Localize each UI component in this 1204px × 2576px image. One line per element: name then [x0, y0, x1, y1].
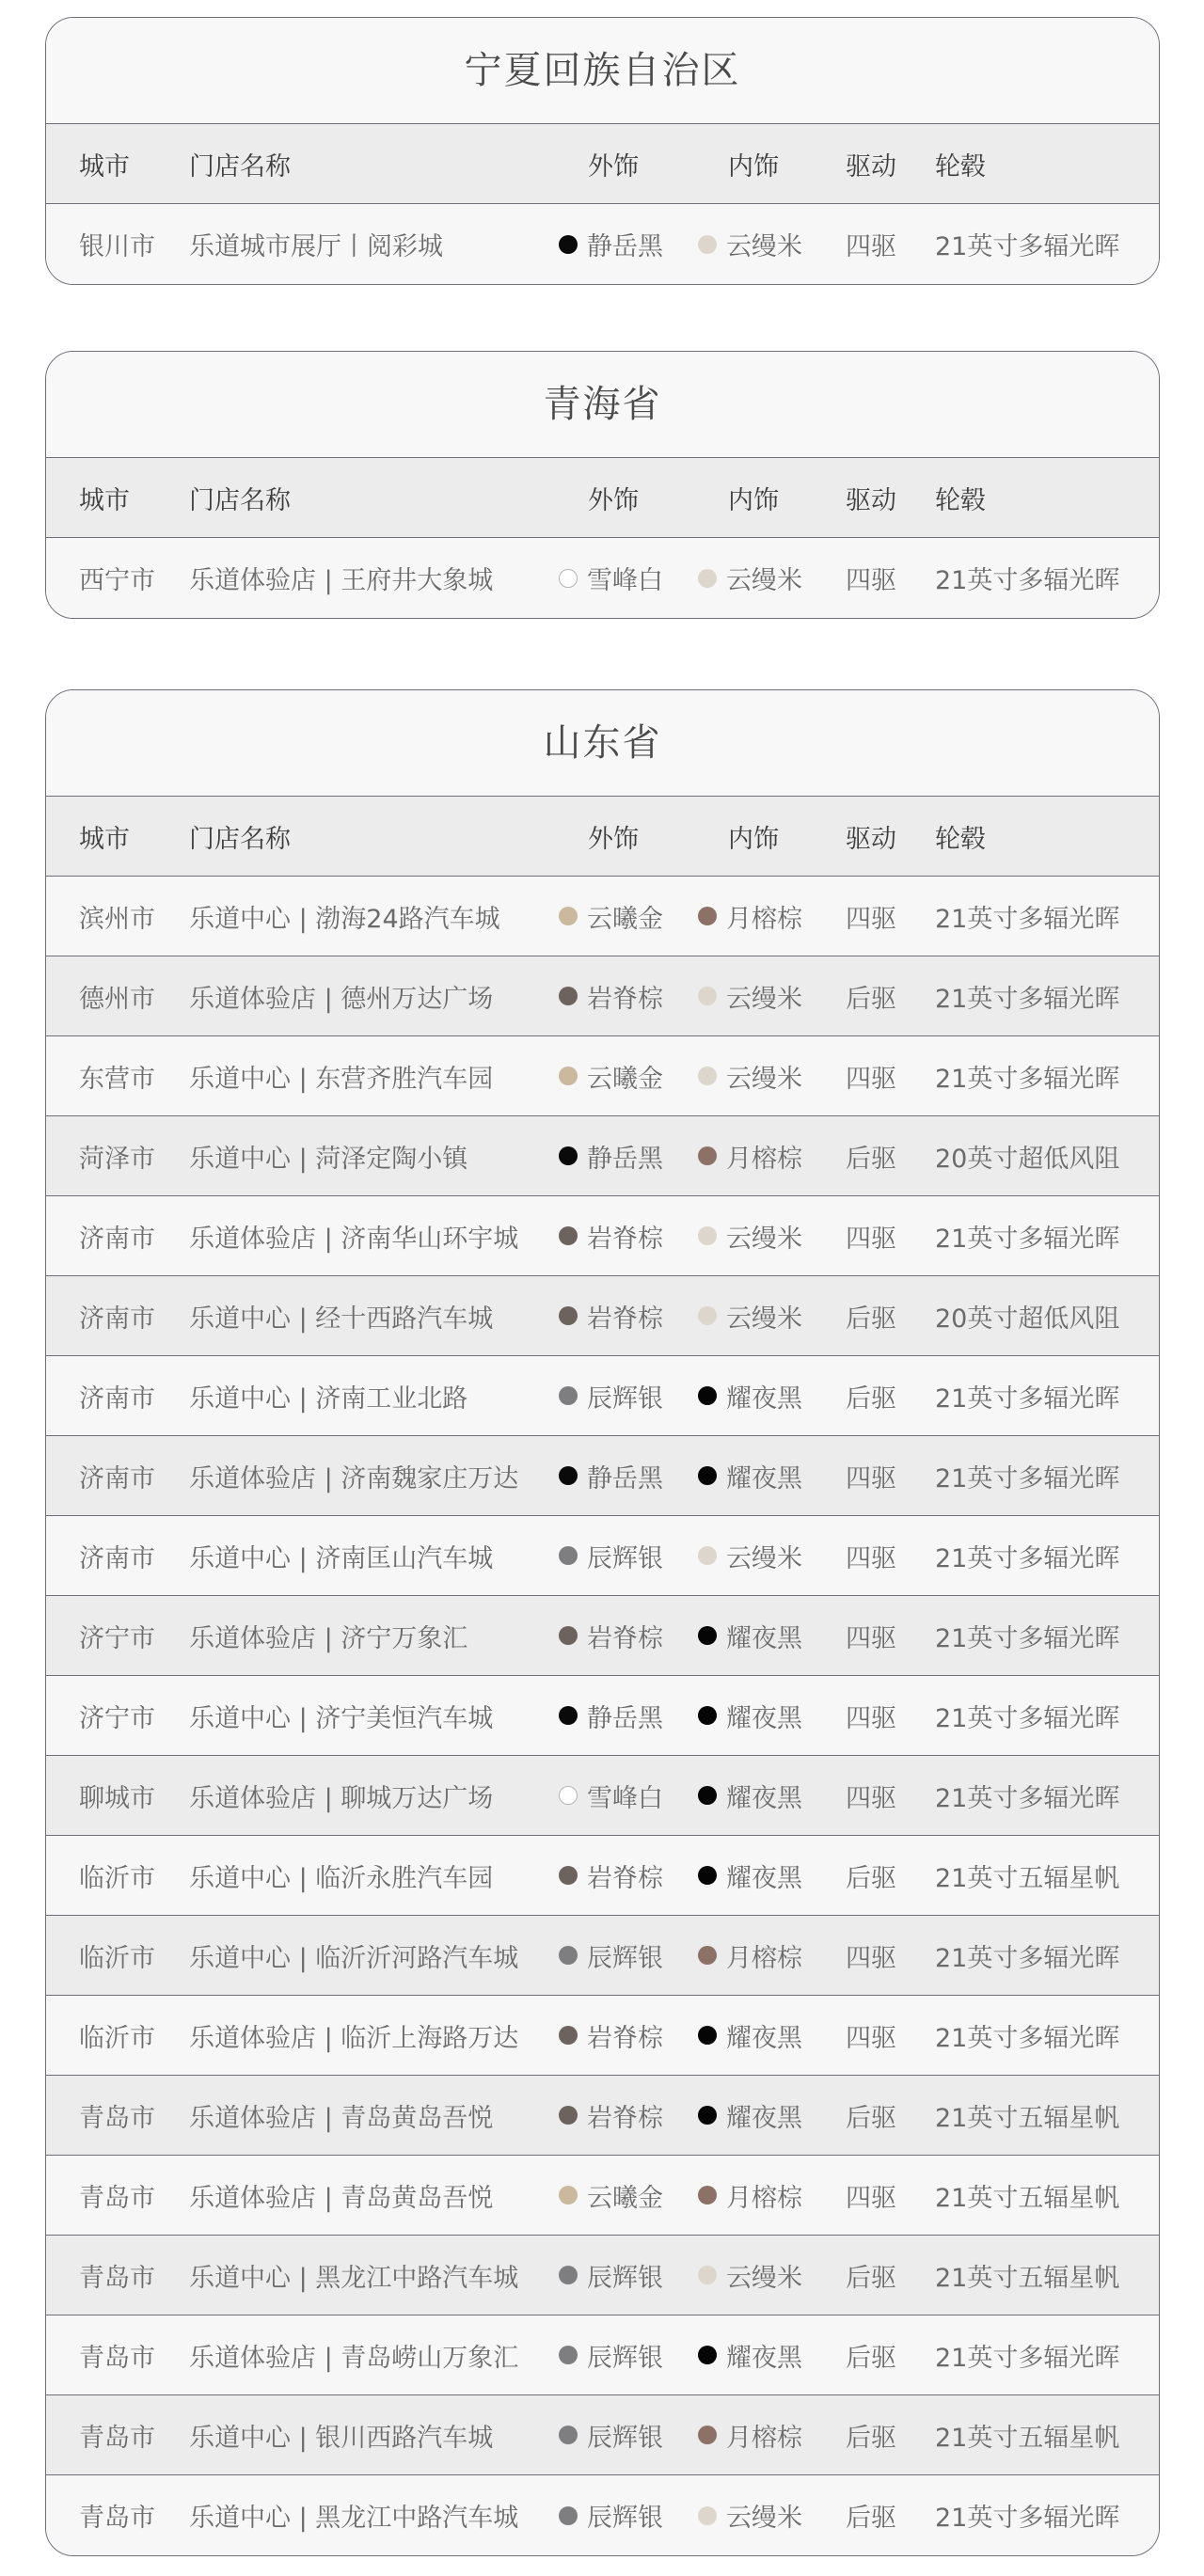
- row-city: 青岛市: [79, 2423, 155, 2453]
- color-swatch-icon: [698, 1226, 717, 1245]
- row-city: 济宁市: [79, 1703, 155, 1733]
- color-swatch-icon: [698, 987, 717, 1005]
- color-swatch-icon: [698, 1306, 717, 1325]
- row-wheel: 21英寸多辐光晖: [935, 1943, 1120, 1973]
- table-row[interactable]: [46, 1356, 1159, 1436]
- row-drive: 四驱: [846, 1543, 896, 1573]
- color-swatch-icon: [698, 1466, 717, 1485]
- row-store-name: 乐道中心 | 黑龙江中路汽车城: [189, 2263, 519, 2293]
- row-drive: 后驱: [846, 1144, 896, 1174]
- row-drive: 后驱: [846, 2504, 896, 2533]
- row-drive: 四驱: [846, 1783, 896, 1813]
- row-store-name: 乐道城市展厅丨阅彩城: [189, 232, 443, 261]
- interior-color: [698, 1676, 802, 1755]
- exterior-color: [559, 538, 663, 618]
- interior-color-label: 耀夜黑: [726, 1783, 802, 1813]
- row-drive: 四驱: [846, 232, 896, 261]
- row-wheel: 21英寸五辐星帆: [935, 2103, 1120, 2133]
- color-swatch-icon: [698, 2426, 717, 2444]
- row-city: 济南市: [79, 1463, 155, 1493]
- row-city: 菏泽市: [79, 1144, 155, 1174]
- interior-color-label: 云缦米: [726, 1064, 802, 1094]
- row-wheel: 21英寸多辐光晖: [935, 2504, 1120, 2533]
- row-city: 银川市: [79, 232, 155, 261]
- color-swatch-icon: [559, 1546, 578, 1565]
- row-wheel: 21英寸多辐光晖: [935, 984, 1120, 1014]
- interior-color: [698, 2475, 802, 2555]
- table-header: [46, 124, 1159, 204]
- color-swatch-icon: [559, 1786, 578, 1805]
- row-city: 西宁市: [79, 566, 155, 595]
- table-row[interactable]: [46, 956, 1159, 1036]
- interior-color-label: 云缦米: [726, 1304, 802, 1334]
- row-wheel: 21英寸多辐光晖: [935, 1463, 1120, 1493]
- color-swatch-icon: [559, 1946, 578, 1965]
- row-wheel: 21英寸五辐星帆: [935, 1863, 1120, 1893]
- table-row[interactable]: [46, 204, 1159, 284]
- exterior-color: [559, 1276, 663, 1355]
- interior-color: [698, 204, 802, 284]
- table-row[interactable]: [46, 2315, 1159, 2395]
- interior-color-label: 耀夜黑: [726, 1463, 802, 1493]
- color-swatch-icon: [698, 2026, 717, 2045]
- color-swatch-icon: [559, 907, 578, 925]
- table-row[interactable]: [46, 1996, 1159, 2076]
- row-wheel: 21英寸多辐光晖: [935, 904, 1120, 934]
- header-store: 门店名称: [189, 485, 291, 515]
- interior-color-label: 云缦米: [726, 2263, 802, 2293]
- row-store-name: 乐道体验店 | 青岛黄岛吾悦: [189, 2183, 494, 2213]
- row-store-name: 乐道中心 | 银川西路汽车城: [189, 2423, 494, 2453]
- province-card: [45, 689, 1160, 2556]
- row-wheel: 21英寸五辐星帆: [935, 2263, 1120, 2293]
- row-wheel: 21英寸多辐光晖: [935, 1543, 1120, 1573]
- exterior-color-label: 辰辉银: [587, 1943, 663, 1973]
- table-header: [46, 458, 1159, 538]
- row-store-name: 乐道体验店 | 临沂上海路万达: [189, 2023, 519, 2053]
- row-city: 济南市: [79, 1224, 155, 1254]
- color-swatch-icon: [559, 1386, 578, 1405]
- province-card: [45, 351, 1160, 619]
- row-wheel: 21英寸多辐光晖: [935, 566, 1120, 595]
- header-interior: 内饰: [728, 151, 779, 182]
- row-store-name: 乐道体验店 | 青岛崂山万象汇: [189, 2343, 519, 2373]
- color-swatch-icon: [559, 1067, 578, 1085]
- row-city: 济南市: [79, 1543, 155, 1573]
- row-city: 聊城市: [79, 1783, 155, 1813]
- header-drive: 驱动: [846, 485, 896, 515]
- exterior-color: [559, 956, 663, 1035]
- table-row[interactable]: [46, 1836, 1159, 1916]
- table-row[interactable]: [46, 1036, 1159, 1116]
- header-store: 门店名称: [189, 151, 291, 182]
- exterior-color-label: 静岳黑: [587, 1703, 663, 1733]
- row-drive: 后驱: [846, 984, 896, 1014]
- row-store-name: 乐道体验店 | 济宁万象汇: [189, 1623, 468, 1653]
- table-row[interactable]: [46, 1436, 1159, 1516]
- row-city: 青岛市: [79, 2263, 155, 2293]
- table-header: [46, 797, 1159, 877]
- interior-color: [698, 1596, 802, 1675]
- header-interior: 内饰: [728, 485, 779, 515]
- table-row[interactable]: [46, 2156, 1159, 2236]
- row-wheel: 20英寸超低风阻: [935, 1304, 1120, 1334]
- row-store-name: 乐道体验店 | 王府井大象城: [189, 566, 494, 595]
- interior-color-label: 耀夜黑: [726, 2023, 802, 2053]
- table-row[interactable]: [46, 2475, 1159, 2555]
- interior-color: [698, 2156, 802, 2235]
- color-swatch-icon: [698, 1146, 717, 1165]
- color-swatch-icon: [698, 1786, 717, 1805]
- exterior-color: [559, 2315, 663, 2394]
- header-wheel: 轮毂: [935, 485, 986, 515]
- table-row[interactable]: [46, 1276, 1159, 1356]
- row-drive: 四驱: [846, 1064, 896, 1094]
- row-store-name: 乐道体验店 | 青岛黄岛吾悦: [189, 2103, 494, 2133]
- interior-color: [698, 538, 802, 618]
- color-swatch-icon: [698, 2266, 717, 2284]
- exterior-color-label: 岩脊棕: [587, 984, 663, 1014]
- interior-color-label: 耀夜黑: [726, 2343, 802, 2373]
- exterior-color: [559, 1756, 663, 1835]
- row-wheel: 21英寸多辐光晖: [935, 1623, 1120, 1653]
- interior-color: [698, 2236, 802, 2315]
- row-store-name: 乐道中心 | 菏泽定陶小镇: [189, 1144, 468, 1174]
- color-swatch-icon: [698, 1067, 717, 1085]
- color-swatch-icon: [559, 2026, 578, 2045]
- color-swatch-icon: [698, 2506, 717, 2525]
- table-row[interactable]: [46, 2236, 1159, 2315]
- interior-color-label: 耀夜黑: [726, 1863, 802, 1893]
- exterior-color: [559, 1356, 663, 1435]
- interior-color: [698, 1196, 802, 1275]
- exterior-color-label: 雪峰白: [587, 566, 663, 595]
- header-wheel: 轮毂: [935, 151, 986, 182]
- color-swatch-icon: [559, 1306, 578, 1325]
- interior-color-label: 耀夜黑: [726, 1383, 802, 1414]
- province-title: 青海省: [46, 352, 1159, 458]
- table-row[interactable]: [46, 1676, 1159, 1756]
- row-store-name: 乐道中心 | 渤海24路汽车城: [189, 904, 500, 934]
- interior-color-label: 云缦米: [726, 232, 802, 261]
- interior-color: [698, 1916, 802, 1995]
- row-drive: 四驱: [846, 566, 896, 595]
- row-wheel: 21英寸多辐光晖: [935, 2343, 1120, 2373]
- interior-color-label: 云缦米: [726, 1543, 802, 1573]
- exterior-color-label: 辰辉银: [587, 2423, 663, 2453]
- color-swatch-icon: [698, 1866, 717, 1885]
- color-swatch-icon: [698, 569, 717, 588]
- row-wheel: 21英寸多辐光晖: [935, 232, 1120, 261]
- exterior-color-label: 辰辉银: [587, 1383, 663, 1414]
- exterior-color-label: 辰辉银: [587, 2504, 663, 2533]
- exterior-color-label: 云曦金: [587, 1064, 663, 1094]
- row-drive: 后驱: [846, 2423, 896, 2453]
- row-city: 青岛市: [79, 2504, 155, 2533]
- row-wheel: 21英寸多辐光晖: [935, 1064, 1120, 1094]
- exterior-color: [559, 1596, 663, 1675]
- interior-color-label: 云缦米: [726, 566, 802, 595]
- color-swatch-icon: [559, 235, 578, 254]
- interior-color-label: 耀夜黑: [726, 1703, 802, 1733]
- row-drive: 四驱: [846, 904, 896, 934]
- interior-color-label: 月榕棕: [726, 2183, 802, 2213]
- row-store-name: 乐道中心 | 临沂永胜汽车园: [189, 1863, 494, 1893]
- color-swatch-icon: [559, 569, 578, 588]
- color-swatch-icon: [559, 1466, 578, 1485]
- table-row[interactable]: [46, 2395, 1159, 2475]
- row-drive: 后驱: [846, 1383, 896, 1414]
- color-swatch-icon: [698, 1386, 717, 1405]
- header-drive: 驱动: [846, 824, 896, 854]
- interior-color-label: 月榕棕: [726, 2423, 802, 2453]
- table-row[interactable]: [46, 1516, 1159, 1596]
- exterior-color-label: 静岳黑: [587, 1144, 663, 1174]
- row-drive: 四驱: [846, 1224, 896, 1254]
- row-city: 滨州市: [79, 904, 155, 934]
- exterior-color: [559, 1836, 663, 1915]
- row-store-name: 乐道体验店 | 聊城万达广场: [189, 1783, 494, 1813]
- color-swatch-icon: [698, 1706, 717, 1725]
- row-store-name: 乐道体验店 | 济南魏家庄万达: [189, 1463, 519, 1493]
- interior-color: [698, 2395, 802, 2474]
- row-store-name: 乐道中心 | 济南工业北路: [189, 1383, 468, 1414]
- interior-color: [698, 877, 802, 956]
- table-row[interactable]: [46, 1916, 1159, 1996]
- row-city: 青岛市: [79, 2183, 155, 2213]
- row-city: 临沂市: [79, 1943, 155, 1973]
- color-swatch-icon: [559, 2186, 578, 2205]
- row-drive: 后驱: [846, 2343, 896, 2373]
- interior-color-label: 云缦米: [726, 1224, 802, 1254]
- color-swatch-icon: [698, 1946, 717, 1965]
- color-swatch-icon: [559, 1866, 578, 1885]
- row-city: 济南市: [79, 1304, 155, 1334]
- header-exterior: 外饰: [588, 824, 639, 854]
- table-row[interactable]: [46, 2076, 1159, 2156]
- table-row[interactable]: [46, 1596, 1159, 1676]
- row-wheel: 21英寸多辐光晖: [935, 1224, 1120, 1254]
- color-swatch-icon: [559, 2506, 578, 2525]
- interior-color-label: 月榕棕: [726, 1144, 802, 1174]
- exterior-color-label: 岩脊棕: [587, 2023, 663, 2053]
- exterior-color-label: 岩脊棕: [587, 1863, 663, 1893]
- table-row[interactable]: [46, 877, 1159, 956]
- row-wheel: 21英寸多辐光晖: [935, 1783, 1120, 1813]
- interior-color: [698, 1516, 802, 1595]
- exterior-color-label: 辰辉银: [587, 2343, 663, 2373]
- row-store-name: 乐道体验店 | 济南华山环宇城: [189, 1224, 519, 1254]
- row-city: 青岛市: [79, 2343, 155, 2373]
- interior-color: [698, 1996, 802, 2075]
- header-interior: 内饰: [728, 824, 779, 854]
- row-store-name: 乐道中心 | 临沂沂河路汽车城: [189, 1943, 519, 1973]
- header-city: 城市: [79, 485, 130, 515]
- color-swatch-icon: [698, 1546, 717, 1565]
- exterior-color-label: 云曦金: [587, 904, 663, 934]
- exterior-color-label: 静岳黑: [587, 1463, 663, 1493]
- row-drive: 后驱: [846, 1863, 896, 1893]
- header-drive: 驱动: [846, 151, 896, 182]
- row-store-name: 乐道中心 | 黑龙江中路汽车城: [189, 2504, 519, 2533]
- exterior-color-label: 辰辉银: [587, 1543, 663, 1573]
- row-wheel: 21英寸五辐星帆: [935, 2423, 1120, 2453]
- exterior-color-label: 云曦金: [587, 2183, 663, 2213]
- color-swatch-icon: [698, 2106, 717, 2125]
- color-swatch-icon: [559, 2106, 578, 2125]
- row-drive: 四驱: [846, 1623, 896, 1653]
- table-row[interactable]: [46, 1196, 1159, 1276]
- row-city: 济宁市: [79, 1623, 155, 1653]
- interior-color-label: 耀夜黑: [726, 1623, 802, 1653]
- exterior-color: [559, 2076, 663, 2155]
- interior-color: [698, 1836, 802, 1915]
- row-city: 济南市: [79, 1383, 155, 1414]
- interior-color: [698, 2315, 802, 2394]
- row-wheel: 20英寸超低风阻: [935, 1144, 1120, 1174]
- interior-color: [698, 1276, 802, 1355]
- exterior-color-label: 岩脊棕: [587, 1304, 663, 1334]
- exterior-color: [559, 204, 663, 284]
- row-drive: 四驱: [846, 1463, 896, 1493]
- row-city: 临沂市: [79, 2023, 155, 2053]
- interior-color: [698, 1116, 802, 1195]
- color-swatch-icon: [559, 987, 578, 1005]
- exterior-color: [559, 2475, 663, 2555]
- row-drive: 后驱: [846, 1304, 896, 1334]
- row-store-name: 乐道中心 | 经十西路汽车城: [189, 1304, 494, 1334]
- interior-color: [698, 956, 802, 1035]
- color-swatch-icon: [559, 1146, 578, 1165]
- exterior-color: [559, 1996, 663, 2075]
- exterior-color-label: 岩脊棕: [587, 1224, 663, 1254]
- row-store-name: 乐道中心 | 济南匡山汽车城: [189, 1543, 494, 1573]
- row-store-name: 乐道体验店 | 德州万达广场: [189, 984, 494, 1014]
- header-wheel: 轮毂: [935, 824, 986, 854]
- interior-color-label: 月榕棕: [726, 1943, 802, 1973]
- exterior-color: [559, 2156, 663, 2235]
- row-drive: 四驱: [846, 2023, 896, 2053]
- exterior-color: [559, 1916, 663, 1995]
- color-swatch-icon: [698, 907, 717, 925]
- color-swatch-icon: [559, 2346, 578, 2364]
- header-store: 门店名称: [189, 824, 291, 854]
- color-swatch-icon: [559, 1226, 578, 1245]
- color-swatch-icon: [698, 2346, 717, 2364]
- interior-color-label: 月榕棕: [726, 904, 802, 934]
- interior-color-label: 云缦米: [726, 984, 802, 1014]
- province-title: 宁夏回族自治区: [46, 18, 1159, 124]
- row-city: 临沂市: [79, 1863, 155, 1893]
- interior-color-label: 耀夜黑: [726, 2103, 802, 2133]
- exterior-color: [559, 2236, 663, 2315]
- exterior-color-label: 雪峰白: [587, 1783, 663, 1813]
- exterior-color-label: 岩脊棕: [587, 2103, 663, 2133]
- color-swatch-icon: [559, 1626, 578, 1645]
- table-row[interactable]: [46, 1756, 1159, 1836]
- exterior-color: [559, 1196, 663, 1275]
- header-city: 城市: [79, 151, 130, 182]
- exterior-color-label: 静岳黑: [587, 232, 663, 261]
- row-city: 青岛市: [79, 2103, 155, 2133]
- province-card: [45, 17, 1160, 285]
- interior-color: [698, 1036, 802, 1115]
- interior-color: [698, 1356, 802, 1435]
- row-drive: 四驱: [846, 1703, 896, 1733]
- row-drive: 后驱: [846, 2103, 896, 2133]
- row-city: 德州市: [79, 984, 155, 1014]
- row-wheel: 21英寸五辐星帆: [935, 2183, 1120, 2213]
- interior-color: [698, 1756, 802, 1835]
- row-wheel: 21英寸多辐光晖: [935, 1703, 1120, 1733]
- row-city: 东营市: [79, 1064, 155, 1094]
- exterior-color: [559, 1116, 663, 1195]
- header-exterior: 外饰: [588, 485, 639, 515]
- exterior-color: [559, 1676, 663, 1755]
- color-swatch-icon: [559, 2266, 578, 2284]
- row-store-name: 乐道中心 | 济宁美恒汽车城: [189, 1703, 494, 1733]
- color-swatch-icon: [559, 2426, 578, 2444]
- exterior-color-label: 岩脊棕: [587, 1623, 663, 1653]
- color-swatch-icon: [698, 1626, 717, 1645]
- interior-color: [698, 1436, 802, 1515]
- table-row[interactable]: [46, 1116, 1159, 1196]
- exterior-color: [559, 1516, 663, 1595]
- row-drive: 四驱: [846, 1943, 896, 1973]
- exterior-color-label: 辰辉银: [587, 2263, 663, 2293]
- row-wheel: 21英寸多辐光晖: [935, 1383, 1120, 1414]
- province-title: 山东省: [46, 690, 1159, 797]
- header-exterior: 外饰: [588, 151, 639, 182]
- header-city: 城市: [79, 824, 130, 854]
- color-swatch-icon: [559, 1706, 578, 1725]
- row-store-name: 乐道中心 | 东营齐胜汽车园: [189, 1064, 494, 1094]
- row-wheel: 21英寸多辐光晖: [935, 2023, 1120, 2053]
- color-swatch-icon: [698, 2186, 717, 2205]
- interior-color-label: 云缦米: [726, 2504, 802, 2533]
- exterior-color: [559, 1436, 663, 1515]
- color-swatch-icon: [698, 235, 717, 254]
- table-row[interactable]: [46, 538, 1159, 618]
- row-drive: 四驱: [846, 2183, 896, 2213]
- exterior-color: [559, 2395, 663, 2474]
- exterior-color: [559, 1036, 663, 1115]
- row-drive: 后驱: [846, 2263, 896, 2293]
- exterior-color: [559, 877, 663, 956]
- interior-color: [698, 2076, 802, 2155]
